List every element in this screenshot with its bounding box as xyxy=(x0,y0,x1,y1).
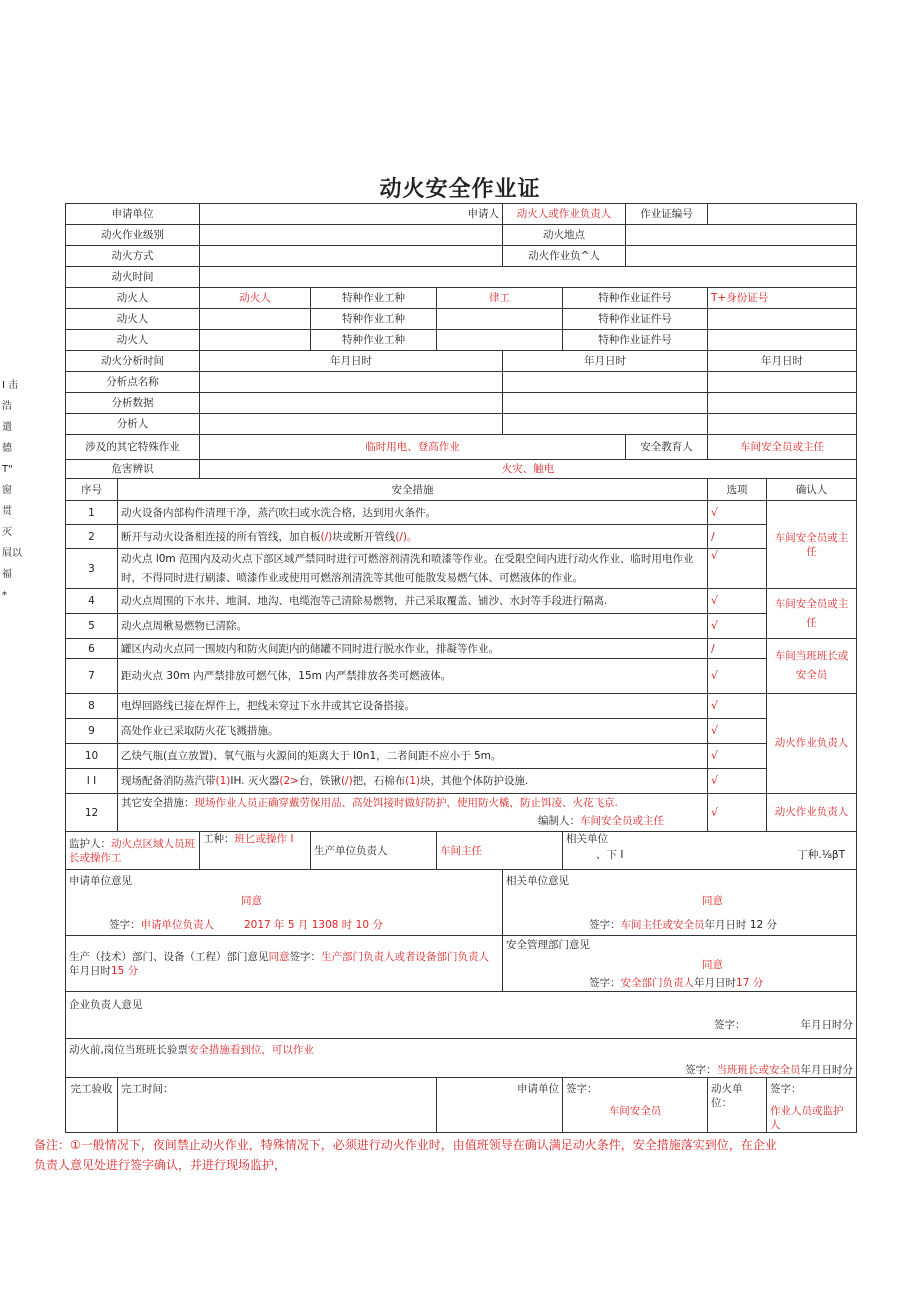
measure-text-red: (/) xyxy=(320,530,333,543)
apply-opinion[interactable] xyxy=(66,870,503,936)
prod-date-1: 年月日时 xyxy=(69,964,111,977)
confirmer[interactable]: 车间安全员或主任 xyxy=(767,589,857,639)
special-cert-label: 特种作业证件号 xyxy=(563,330,708,351)
measure-text-red: (1) xyxy=(405,775,421,787)
pre-date: 年月日时分 xyxy=(800,1064,854,1076)
related-opinion-value: 同意 xyxy=(702,894,724,907)
level-label: 动火作业级别 xyxy=(66,225,200,246)
measure-no: 4 xyxy=(66,589,118,614)
measure-text-red: 现场作业人员正确穿戴劳保用品、高处饵接时做好防护，使用防火橇，防止饵凌、火花飞京. xyxy=(194,797,618,809)
measure-check[interactable]: √ xyxy=(708,549,767,589)
safety-edu-label: 安全教育人 xyxy=(626,435,708,460)
editor-value[interactable]: 车间安全员或主任 xyxy=(580,815,664,827)
analyst-2[interactable] xyxy=(503,414,708,435)
applicant-value[interactable]: 动火人或作业负责人 xyxy=(503,204,626,225)
measure-check[interactable]: √ xyxy=(708,769,767,794)
apply-opinion-label: 申请单位意见 xyxy=(69,874,132,887)
leader-field[interactable] xyxy=(626,246,857,267)
pre-check-value: 安全措施看到位，可以作业 xyxy=(187,1044,314,1056)
analysis-point-3[interactable] xyxy=(708,372,857,393)
confirmer[interactable]: 动火作业负责人 xyxy=(767,694,857,794)
method-label: 动火方式 xyxy=(66,246,200,267)
place-field[interactable] xyxy=(626,225,857,246)
measure-text: 距动火点 30m 内严禁排放可燃气体，15m 内严禁排放各类可燃液体。 xyxy=(118,659,708,694)
place-label: 动火地点 xyxy=(503,225,626,246)
side-mark: 德 xyxy=(2,443,12,454)
safety-sign-label: 签字： xyxy=(589,976,621,989)
analysis-data-2[interactable] xyxy=(503,393,708,414)
pre-sign-value: 当班班长或安全员 xyxy=(716,1064,801,1076)
analysis-point-1[interactable] xyxy=(200,372,503,393)
measure-text-part: 块或断开管线 xyxy=(332,530,396,543)
supervisor-cell xyxy=(66,832,200,870)
measure-text-part: 现场配备消防蒸汽带 xyxy=(121,775,216,787)
related-opinion-label: 相关单位意见 xyxy=(506,874,570,887)
permit-form xyxy=(65,203,857,1133)
special-cert-label: 特种作业证件号 xyxy=(563,309,708,330)
special-type-label: 特种作业工种 xyxy=(311,309,437,330)
analysis-time-1[interactable]: 年月日时 xyxy=(200,351,503,372)
measure-no: 12 xyxy=(66,794,118,832)
measure-text: 电焊回路线已接在焊件上，把线未穿过下水井或其它设备搭接。 xyxy=(118,694,708,719)
method-field[interactable] xyxy=(200,246,503,267)
measure-no: 6 xyxy=(66,639,118,659)
side-mark: 灭 xyxy=(2,527,12,538)
safety-edu-value[interactable]: 车间安全员或主任 xyxy=(708,435,857,460)
worker-label: 动火人 xyxy=(66,288,200,309)
measure-text-red: (2> xyxy=(279,775,299,787)
side-mark: I 击 xyxy=(2,380,19,391)
trade-cell xyxy=(200,832,311,870)
measure-no: 10 xyxy=(66,744,118,769)
related-sign-label: 签字： xyxy=(589,918,621,931)
worker-1-value[interactable]: 动火人 xyxy=(200,288,311,309)
prod-opinion[interactable] xyxy=(66,936,503,992)
measure-check[interactable]: √ xyxy=(708,694,767,719)
measure-no: 1 xyxy=(66,501,118,525)
measure-text: 动火点周楸易燃物已清除。 xyxy=(118,614,708,639)
measure-text xyxy=(118,769,708,794)
measure-check[interactable]: √ xyxy=(708,589,767,614)
side-mark: 贯 xyxy=(2,506,12,517)
remark xyxy=(34,1135,834,1175)
measure-no: 9 xyxy=(66,719,118,744)
worker-label: 动火人 xyxy=(66,309,200,330)
related-opinion[interactable] xyxy=(503,870,857,936)
measure-check[interactable]: √ xyxy=(708,744,767,769)
time-label: 动火时间 xyxy=(66,267,200,288)
measure-text-red: (/) xyxy=(340,775,353,787)
prod-opinion-label: 生产（技术）部门、设备（工程）部门意见 xyxy=(69,950,269,963)
completion-sign-value: 车间安全员 xyxy=(608,1105,662,1117)
prod-leader-value[interactable]: 车间主任 xyxy=(437,832,563,870)
related-date: 年月日时 12 分 xyxy=(704,918,778,931)
prod-leader-label: 生产单位负责人 xyxy=(311,832,437,870)
completion-sign-label: 签字： xyxy=(566,1083,598,1095)
prod-opinion-value: 同意 xyxy=(268,950,290,963)
page-title: 动火安全作业证 xyxy=(379,177,541,202)
analysis-time-2[interactable]: 年月日时 xyxy=(503,351,708,372)
worker-3-field[interactable] xyxy=(200,330,311,351)
other-special-label: 涉及的其它特殊作业 xyxy=(66,435,200,460)
pre-check[interactable] xyxy=(66,1039,857,1078)
analysis-data-1[interactable] xyxy=(200,393,503,414)
special-type-3-field[interactable] xyxy=(437,330,563,351)
analysis-data-3[interactable] xyxy=(708,393,857,414)
measure-header: 安全措施 xyxy=(118,479,708,501)
measure-text-red: (/)。 xyxy=(395,530,418,543)
special-cert-label: 特种作业证件号 xyxy=(563,288,708,309)
analyst-label: 分析人 xyxy=(66,414,200,435)
other-special-value[interactable]: 临时用电、登高作业 xyxy=(200,435,626,460)
related-label: 相关单位 xyxy=(566,833,609,845)
fire-unit-label: 动火单位： xyxy=(711,1083,743,1109)
measure-no: 2 xyxy=(66,525,118,549)
measure-no-header: 序号 xyxy=(66,479,118,501)
safety-opinion-label: 安全管理部门意见 xyxy=(506,938,591,951)
special-cert-1-value[interactable]: T+身份证号 xyxy=(708,288,857,309)
measure-check[interactable]: / xyxy=(708,639,767,659)
fire-unit[interactable] xyxy=(708,1078,767,1133)
analysis-time-3[interactable]: 年月日时 xyxy=(708,351,857,372)
worker-label: 动火人 xyxy=(66,330,200,351)
measure-check[interactable]: √ xyxy=(708,659,767,694)
prod-sign-label: 签字： xyxy=(289,950,321,963)
measure-check[interactable]: / xyxy=(708,525,767,549)
fire-sign-value: 作业人员或监护人 xyxy=(770,1105,844,1131)
trade-label: 工种： xyxy=(203,833,235,845)
related-cell xyxy=(563,832,857,870)
editor-label: 编制人： xyxy=(538,815,580,827)
apply-sign-value: 申请单位负责人 xyxy=(140,918,214,931)
apply-date: 2017 年 5 月 1308 时 10 分 xyxy=(244,918,383,931)
enterprise-date: 年月日时分 xyxy=(800,1019,854,1031)
measure-check[interactable]: √ xyxy=(708,794,767,832)
measure-check[interactable]: √ xyxy=(708,719,767,744)
measure-text xyxy=(118,794,708,832)
confirm-header: 确认人 xyxy=(767,479,857,501)
apply-opinion-value: 同意 xyxy=(241,894,262,907)
measure-no: 5 xyxy=(66,614,118,639)
measure-text xyxy=(118,525,708,549)
level-field[interactable] xyxy=(200,225,503,246)
side-mark: 屓以 xyxy=(2,548,22,559)
cert-no-label: 作业证编号 xyxy=(626,204,708,225)
completion-apply-unit: 申请单位 xyxy=(437,1078,563,1133)
analysis-point-2[interactable] xyxy=(503,372,708,393)
measure-text: 罐区内动火点同一围坡内和防火间距内的储罐不同时进行脱水作业，排凝等作业。 xyxy=(118,639,708,659)
related-tail-2: 丁种.⅛βT xyxy=(797,849,846,861)
side-marks xyxy=(2,375,28,606)
safety-date-1: 年月日时 xyxy=(694,976,737,989)
measure-text-red: (1) xyxy=(215,775,231,787)
special-cert-3-field[interactable] xyxy=(708,330,857,351)
special-type-label: 特种作业工种 xyxy=(311,288,437,309)
enterprise-sign-label: 签字： xyxy=(714,1019,746,1031)
cert-no-field[interactable] xyxy=(708,204,857,225)
completion-time-label: 完工时间： xyxy=(121,1083,174,1095)
supervisor-label: 监护人： xyxy=(69,837,111,850)
side-mark: T" xyxy=(2,464,13,475)
option-header: 选项 xyxy=(708,479,767,501)
measure-text-part: 把，石棉布 xyxy=(352,775,406,787)
prod-sign-value: 生产部门负责人或者设备部门负责人 xyxy=(321,950,489,963)
measure-no: I I xyxy=(66,769,118,794)
apply-unit-label: 申请单位 xyxy=(66,204,200,225)
measure-text-part: 块，其他个体防护设施. xyxy=(420,775,529,787)
safety-date-2: 17 分 xyxy=(736,976,764,989)
related-tail-1: 、下 I xyxy=(596,849,624,861)
measure-text: 高处作业已采取防火花飞溅措施。 xyxy=(118,719,708,744)
pre-check-label: 动火前,岗位当班班长验票 xyxy=(69,1044,188,1056)
enterprise-opinion-label: 企业负责人意见 xyxy=(69,999,143,1011)
remark-line-1: 备注：①一般情况下，夜间禁止动火作业，特殊情况下，必须进行动火作业时，由值班领导在确认满足动火条件，安全措施落实到位，在企业 xyxy=(34,1138,777,1152)
side-mark: 浩 xyxy=(2,401,12,412)
applicant-label: 申请人 xyxy=(200,204,503,225)
measure-text: 动火点周围的下水井、地洞、地沟、电缆泡等己清除易燃物，并己采取覆盖、铺沙、水封等手段进行隔离. xyxy=(118,589,708,614)
fire-sign-label: 签字： xyxy=(770,1083,802,1095)
side-mark: * xyxy=(2,590,7,601)
special-type-label: 特种作业工种 xyxy=(311,330,437,351)
measure-text: 动火点 l0m 范围内及动火点下部区域严禁同时进行可燃溶剂清洗和喷漆等作业。在受限空间内进行动火作业、临时用电作业时，不得同时进行刷漆、喷漆作业或使用可燃溶剂清洗等其他可能散发易燃气体、可燃液体的作业。 xyxy=(118,549,708,589)
hazard-value[interactable]: 火灾、触电 xyxy=(200,460,857,479)
completion-sign[interactable] xyxy=(563,1078,708,1133)
analyst-1[interactable] xyxy=(200,414,503,435)
completion-time[interactable] xyxy=(118,1078,437,1133)
measure-text: 动火设备内部构件清理干净，蒸汽吹扫或水洗合格，达到用火条件。 xyxy=(118,501,708,525)
analysis-point-label: 分析点名称 xyxy=(66,372,200,393)
measure-check[interactable]: √ xyxy=(708,614,767,639)
special-type-1-value[interactable]: 律工 xyxy=(437,288,563,309)
measure-text-part: 断开与动火设备相连接的所有管线，加自板 xyxy=(121,530,321,543)
fire-sign[interactable] xyxy=(767,1078,857,1133)
confirmer[interactable]: 车间安全员或主任 xyxy=(767,501,857,589)
prod-date-2: 15 分 xyxy=(111,964,139,977)
pre-sign-label: 签字： xyxy=(685,1064,717,1076)
special-cert-2-field[interactable] xyxy=(708,309,857,330)
measure-check[interactable]: √ xyxy=(708,501,767,525)
measure-text-part: 其它安全措施： xyxy=(121,797,195,809)
related-sign-value: 车间主任或安全员 xyxy=(620,918,705,931)
enterprise-opinion[interactable] xyxy=(66,992,857,1039)
measure-no: 8 xyxy=(66,694,118,719)
measure-no: 3 xyxy=(66,549,118,589)
measure-text-part: IH. 灭火器 xyxy=(230,775,280,787)
measure-no: 7 xyxy=(66,659,118,694)
remark-line-2: 负责人意见处进行签字确认，并进行现场监护， xyxy=(34,1158,287,1172)
measure-text-part: 台，铁锹 xyxy=(298,775,341,787)
trade-value[interactable]: 班匕或操作 I xyxy=(234,833,294,845)
side-mark: 福 xyxy=(2,569,12,580)
completion-label: 完工验收 xyxy=(66,1078,118,1133)
side-mark: 窗 xyxy=(2,485,12,496)
hazard-label: 危害辨识 xyxy=(66,460,200,479)
supervisor-value[interactable]: 动火点区域人员班长或操作工 xyxy=(69,837,195,864)
confirmer[interactable]: 车间当班班长或安全员 xyxy=(767,639,857,694)
measure-text: 乙炔气瓶(直立放置)、氧气瓶与火源间的矩离大于 I0n1，二者间距不应小于 5m。 xyxy=(118,744,708,769)
confirmer[interactable]: 动火作业负责人 xyxy=(767,794,857,832)
leader-label: 动火作业负^人 xyxy=(503,246,626,267)
apply-sign-label: 签字： xyxy=(109,918,141,931)
safety-sign-value: 安全部门负责人 xyxy=(620,976,695,989)
safety-opinion-value: 同意 xyxy=(702,958,724,971)
worker-2-field[interactable] xyxy=(200,309,311,330)
time-field[interactable] xyxy=(200,267,857,288)
analysis-data-label: 分析数据 xyxy=(66,393,200,414)
side-mark: 遣 xyxy=(2,422,12,433)
special-type-2-field[interactable] xyxy=(437,309,563,330)
analyst-3[interactable] xyxy=(708,414,857,435)
analysis-time-label: 动火分析时间 xyxy=(66,351,200,372)
safety-opinion[interactable] xyxy=(503,936,857,992)
